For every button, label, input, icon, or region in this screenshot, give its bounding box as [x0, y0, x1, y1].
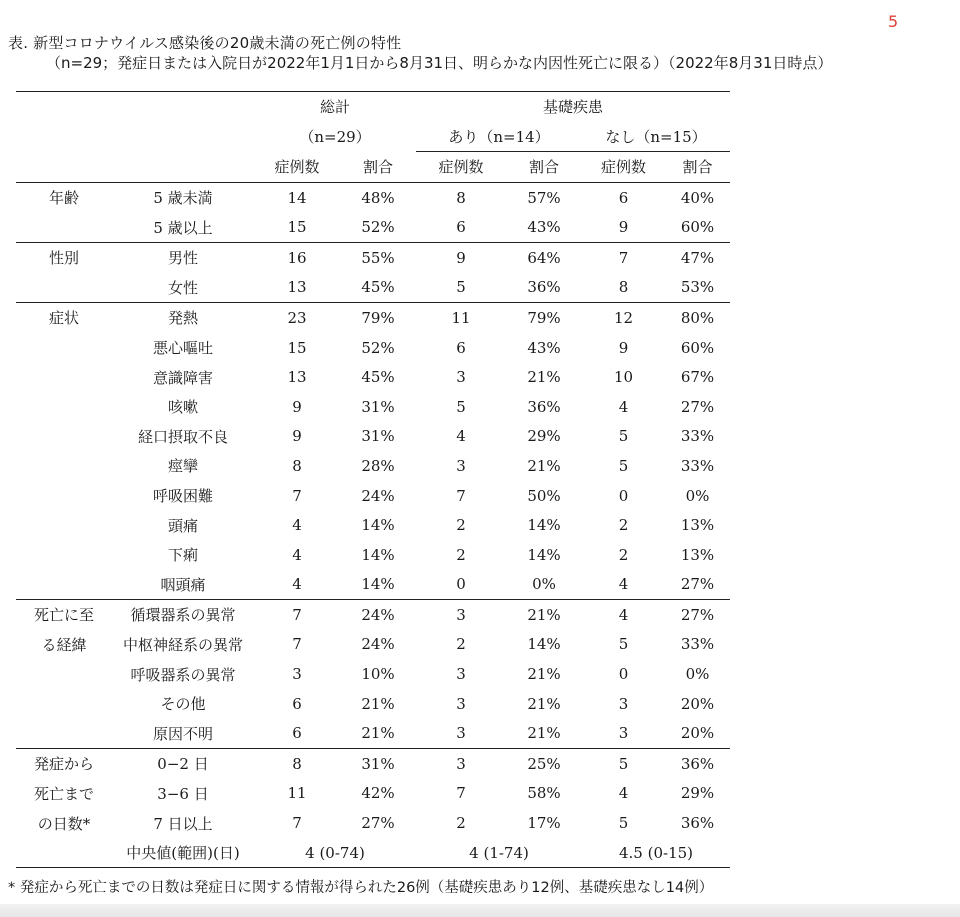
cell-count-total: 13 [287, 278, 307, 297]
cell-count-with: 4 [456, 427, 466, 446]
cell-count-without: 4 [618, 397, 629, 416]
cell-pct-without: 36% [680, 754, 715, 773]
row-label: 0−2 日 [157, 755, 209, 774]
cell-count-without: 4 [618, 784, 629, 803]
cell-count-total: 8 [292, 754, 302, 773]
row-label: 3−6 日 [157, 784, 209, 803]
cell-pct-with: 25% [527, 754, 561, 773]
cell-pct-total: 31% [361, 427, 395, 446]
category-cell [16, 510, 112, 540]
cell-pct-without: 13% [680, 516, 715, 535]
cell-pct-with: 14% [527, 516, 561, 535]
cell-count-with: 3 [456, 694, 466, 713]
header-total: 総計 [320, 98, 351, 117]
row-label: 原因不明 [152, 724, 213, 743]
cell-pct-without: 36% [680, 814, 715, 833]
cell-pct-with: 17% [527, 814, 561, 833]
cell-pct-without: 27% [680, 397, 715, 416]
header-pct-with: 割合 [529, 158, 560, 177]
cell-count-with: 3 [456, 754, 466, 773]
page-number: 5 [888, 12, 899, 31]
cell-pct-total: 31% [361, 397, 395, 416]
cell-pct-total: 14% [361, 516, 395, 535]
cell-pct-without: 67% [680, 368, 715, 387]
cell-pct-total: 10% [361, 665, 395, 684]
cell-count-with: 8 [456, 188, 466, 207]
table-row [16, 630, 730, 660]
table-row [16, 333, 730, 363]
cell-pct-total: 28% [361, 456, 395, 475]
row-label: 意識障害 [152, 368, 213, 387]
category-cell: 症状 [48, 309, 79, 328]
header-count-without: 症例数 [601, 158, 647, 177]
cell-count-without: 10 [613, 368, 634, 387]
cell-count-total: 14 [287, 188, 307, 207]
table-row [16, 422, 730, 452]
cell-pct-without: 20% [680, 694, 715, 713]
cell-count-without: 5 [618, 635, 629, 654]
cell-count-total: 23 [287, 308, 307, 327]
cell-count-without: 6 [618, 188, 629, 207]
cell-pct-with: 57% [527, 188, 561, 207]
cell-pct-without: 20% [680, 724, 715, 743]
cell-count-without: 5 [618, 754, 629, 773]
cell-count-without: 8 [618, 278, 629, 297]
cell-pct-total: 27% [361, 814, 395, 833]
cell-count-without: 5 [618, 814, 629, 833]
cell-pct-with: 29% [527, 427, 561, 446]
row-label: 下痢 [167, 546, 198, 565]
cell-count-total: 4 [292, 575, 302, 594]
category-cell: 年齢 [48, 189, 79, 208]
cell-pct-total: 14% [361, 575, 395, 594]
cell-pct-total: 45% [361, 278, 395, 297]
row-label: 悪心嘔吐 [152, 339, 213, 358]
row-label: 7 日以上 [153, 814, 213, 833]
median-with: 4 (1-74) [469, 843, 529, 862]
table-row [16, 273, 730, 303]
median-row [16, 838, 730, 868]
cell-count-with: 3 [456, 368, 466, 387]
table-row [16, 212, 730, 242]
cell-pct-with: 36% [527, 397, 561, 416]
cell-pct-without: 0% [685, 486, 710, 505]
table-row [16, 362, 730, 392]
cell-pct-total: 24% [361, 635, 395, 654]
cell-count-total: 13 [287, 368, 307, 387]
row-label: 経口摂取不良 [137, 427, 228, 446]
cell-count-with: 7 [456, 784, 466, 803]
cell-pct-total: 42% [361, 784, 395, 803]
category-cell [16, 212, 112, 242]
cell-count-total: 7 [292, 605, 302, 624]
row-label: 呼吸器系の異常 [130, 665, 236, 684]
cell-count-total: 11 [287, 784, 307, 803]
header-count-with: 症例数 [438, 158, 484, 177]
row-label: 痙攣 [167, 457, 198, 476]
category-cell [16, 689, 112, 719]
cell-pct-total: 55% [361, 248, 395, 267]
cell-pct-without: 47% [680, 248, 715, 267]
cell-pct-with: 21% [527, 724, 561, 743]
row-label: 中枢神経系の異常 [122, 635, 243, 654]
cell-pct-with: 58% [527, 784, 561, 803]
category-cell: る経緯 [41, 635, 87, 654]
table-row [16, 749, 730, 779]
row-label: その他 [160, 695, 206, 714]
table-row [16, 689, 730, 719]
cell-count-total: 7 [292, 635, 302, 654]
cell-pct-with: 43% [527, 338, 561, 357]
cell-pct-without: 27% [680, 575, 715, 594]
category-cell [16, 481, 112, 511]
cell-count-with: 6 [456, 218, 466, 237]
cell-pct-with: 21% [527, 456, 561, 475]
footnote: * 発症から死亡までの日数は発症日に関する情報が得られた26例（基礎疾患あり12例、基礎疾患なし14例） [8, 880, 714, 896]
category-cell [16, 540, 112, 570]
category-cell: 死亡まで [33, 784, 94, 803]
header-pct-without: 割合 [682, 158, 713, 177]
category-cell [16, 333, 112, 363]
cell-count-total: 3 [292, 665, 302, 684]
category-cell: 死亡に至 [33, 606, 94, 625]
cell-count-with: 2 [456, 814, 466, 833]
cell-count-without: 3 [618, 724, 629, 743]
cell-count-without: 3 [618, 694, 629, 713]
cell-count-total: 9 [292, 397, 302, 416]
cell-count-with: 2 [456, 635, 466, 654]
cell-count-with: 2 [456, 545, 466, 564]
cell-pct-with: 0% [532, 575, 556, 594]
category-cell [16, 362, 112, 392]
row-label: 発熱 [167, 309, 198, 328]
category-cell [16, 718, 112, 748]
table-row [16, 570, 730, 600]
cell-pct-without: 53% [680, 278, 715, 297]
cell-pct-with: 79% [527, 308, 561, 327]
cell-count-without: 9 [618, 338, 629, 357]
header-underlying: 基礎疾患 [543, 98, 604, 117]
cell-pct-total: 21% [361, 694, 395, 713]
cell-count-without: 7 [618, 248, 629, 267]
cell-pct-with: 14% [527, 545, 561, 564]
cell-pct-total: 45% [361, 368, 395, 387]
cell-count-without: 5 [618, 456, 629, 475]
cell-count-total: 15 [287, 338, 307, 357]
cell-count-without: 4 [618, 575, 629, 594]
median-label: 中央値(範囲)(日) [126, 844, 240, 863]
category-cell: 発症から [33, 755, 94, 774]
cell-count-with: 3 [456, 605, 466, 624]
cell-count-without: 0 [618, 486, 629, 505]
cell-count-total: 15 [287, 218, 307, 237]
cell-pct-total: 14% [361, 545, 395, 564]
cell-count-total: 6 [292, 724, 302, 743]
cell-count-with: 7 [456, 486, 466, 505]
table-row [16, 510, 730, 540]
cell-pct-with: 21% [527, 368, 561, 387]
cell-pct-with: 21% [527, 694, 561, 713]
cell-count-without: 4 [618, 605, 629, 624]
cell-count-without: 2 [618, 516, 629, 535]
header-with: あり（n=14） [416, 122, 582, 152]
header-count-total: 症例数 [274, 158, 320, 177]
cell-pct-total: 52% [361, 338, 395, 357]
cell-pct-with: 50% [527, 486, 561, 505]
cell-count-without: 0 [618, 665, 629, 684]
cell-count-with: 5 [456, 397, 466, 416]
table-row [16, 392, 730, 422]
table-row [16, 481, 730, 511]
cell-pct-with: 21% [527, 665, 561, 684]
cell-pct-with: 64% [527, 248, 561, 267]
cell-count-without: 12 [613, 308, 634, 327]
cell-pct-without: 13% [680, 545, 715, 564]
cell-count-with: 3 [456, 724, 466, 743]
cell-count-total: 16 [287, 248, 307, 267]
cell-pct-without: 60% [680, 338, 715, 357]
row-label: 男性 [167, 249, 198, 268]
category-cell [16, 451, 112, 481]
table-row [16, 659, 730, 689]
cell-count-total: 6 [292, 694, 302, 713]
cell-count-with: 3 [456, 456, 466, 475]
cell-pct-without: 29% [680, 784, 715, 803]
cell-pct-without: 33% [680, 635, 715, 654]
category-cell: 性別 [48, 249, 79, 268]
cell-count-total: 4 [292, 545, 302, 564]
table-row [16, 182, 730, 212]
cell-pct-total: 52% [361, 218, 395, 237]
row-label: 5 歳未満 [153, 189, 213, 208]
cell-pct-total: 31% [361, 754, 395, 773]
cell-count-with: 2 [456, 516, 466, 535]
cell-pct-without: 60% [680, 218, 715, 237]
table-row [16, 451, 730, 481]
characteristics-table [16, 91, 730, 868]
category-cell [16, 392, 112, 422]
median-without: 4.5 (0-15) [619, 843, 694, 862]
category-cell: の日数* [37, 814, 91, 833]
table-row [16, 779, 730, 809]
cell-pct-total: 24% [361, 605, 395, 624]
header-columns-row [16, 152, 730, 183]
cell-pct-total: 48% [361, 188, 395, 207]
table-subtitle: （n=29；発症日または入院日が2022年1月1日から8月31日、明らかな内因性死亡に限る）（2022年8月31日時点） [46, 54, 833, 72]
median-total: 4 (0-74) [305, 843, 365, 862]
cell-count-with: 6 [456, 338, 466, 357]
table-row [16, 242, 730, 272]
cell-pct-without: 80% [680, 308, 715, 327]
category-cell [16, 659, 112, 689]
table-title: 表. 新型コロナウイルス感染後の20歳未満の死亡例の特性 [8, 34, 402, 52]
table-row [16, 718, 730, 748]
cell-pct-with: 14% [527, 635, 561, 654]
row-label: 咳嗽 [167, 398, 198, 417]
cell-count-total: 7 [292, 814, 302, 833]
table-row [16, 808, 730, 838]
header-pct-total: 割合 [363, 158, 394, 177]
cell-pct-with: 43% [527, 218, 561, 237]
cell-count-total: 4 [292, 516, 302, 535]
table-row [16, 540, 730, 570]
cell-count-with: 9 [456, 248, 466, 267]
page-bottom-edge [0, 904, 960, 917]
cell-count-with: 5 [456, 278, 466, 297]
cell-pct-without: 33% [680, 456, 715, 475]
cell-pct-with: 36% [527, 278, 561, 297]
cell-count-with: 0 [456, 575, 466, 594]
category-cell [16, 570, 112, 600]
cell-pct-total: 21% [361, 724, 395, 743]
cell-pct-without: 0% [685, 665, 710, 684]
header-without: なし（n=15） [582, 122, 730, 152]
category-cell [16, 838, 112, 868]
header-total-n: （n=29） [299, 128, 371, 147]
cell-count-with: 3 [456, 665, 466, 684]
cell-count-total: 8 [292, 456, 302, 475]
cell-count-without: 5 [618, 427, 629, 446]
table-row [16, 303, 730, 333]
cell-count-with: 11 [451, 308, 471, 327]
row-label: 咽頭痛 [160, 575, 206, 594]
row-label: 女性 [167, 278, 198, 297]
cell-pct-without: 27% [680, 605, 715, 624]
row-label: 頭痛 [167, 516, 198, 535]
row-label: 5 歳以上 [153, 218, 213, 237]
cell-count-without: 9 [618, 218, 629, 237]
row-label: 呼吸困難 [152, 487, 213, 506]
cell-pct-total: 79% [361, 308, 395, 327]
cell-pct-without: 40% [680, 188, 715, 207]
category-cell [16, 273, 112, 303]
cell-pct-without: 33% [680, 427, 715, 446]
row-label: 循環器系の異常 [130, 606, 236, 625]
cell-count-total: 9 [292, 427, 302, 446]
cell-pct-with: 21% [527, 605, 561, 624]
cell-count-without: 2 [618, 545, 629, 564]
cell-count-total: 7 [292, 486, 302, 505]
table-row [16, 600, 730, 630]
cell-pct-total: 24% [361, 486, 395, 505]
category-cell [16, 422, 112, 452]
